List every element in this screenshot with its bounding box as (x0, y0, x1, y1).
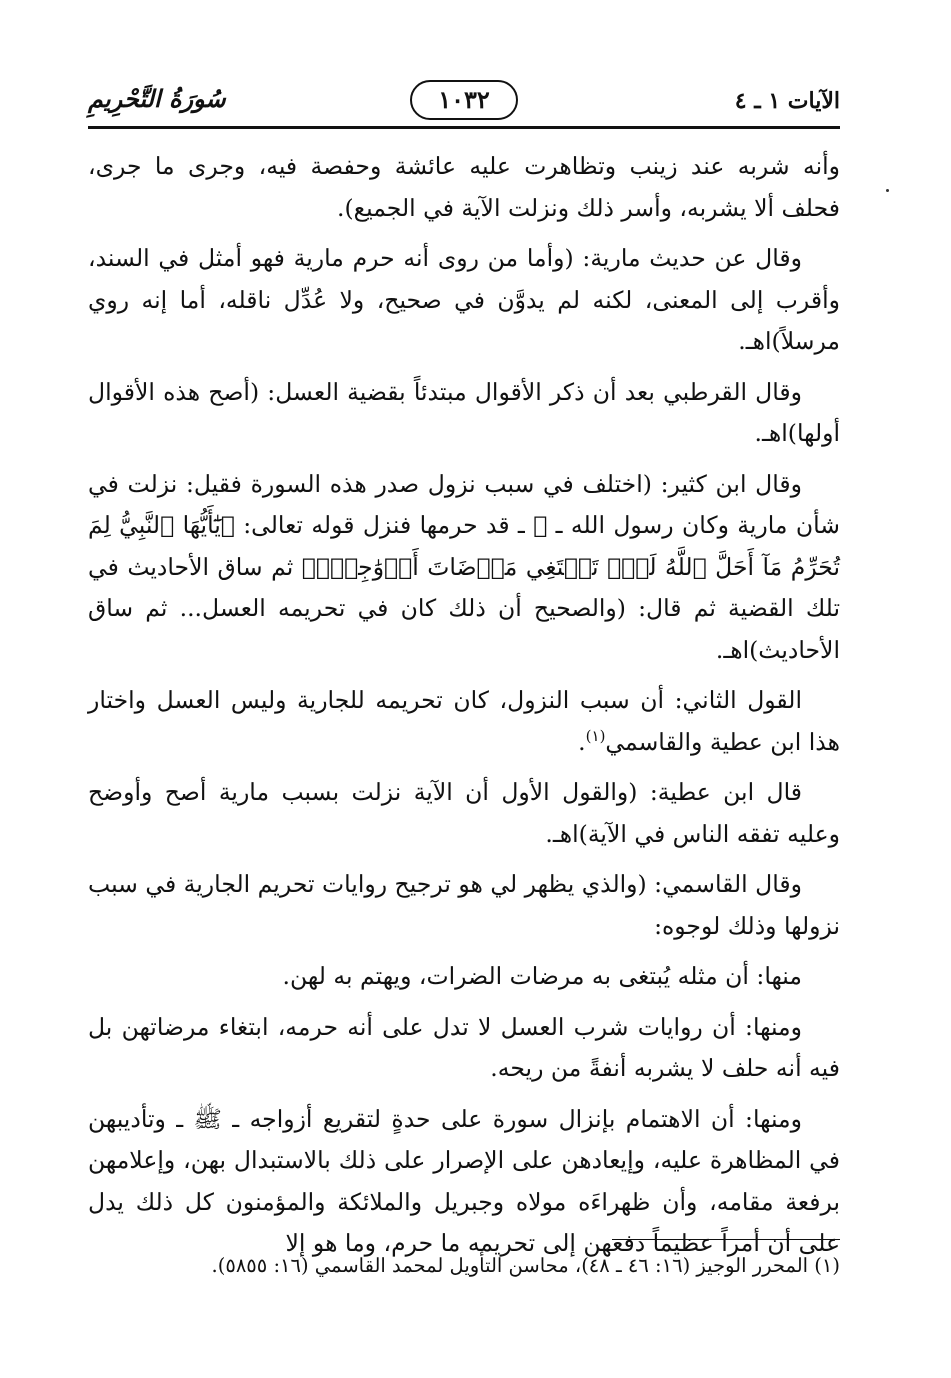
page-header (88, 80, 840, 128)
paragraph-4: وقال ابن كثير: (اختلف في سبب نزول صدر هذه السورة فقيل: نزلت في شأن مارية وكان رسول الله ـ ﷺ ـ قد حرمها فنزل قوله تعالى: ﴿يَٰٓأَيُّهَا ٱلنَّبِيُّ لِمَ تُحَرِّمُ مَآ أَحَلَّ ٱللَّهُ لَكَۖ تَبۡتَغِي مَرۡضَاتَ أَزۡوَٰجِكَۚ﴾ ثم ساق الأحاديث في تلك القضية ثم قال: (والصحيح أن ذلك كان في تحريمه العسل... ثم ساق الأحاديث)اهـ. (88, 469, 840, 664)
paragraph-2: وقال عن حديث مارية: (وأما من روى أنه حرم مارية فهو أمثل في السند، وأقرب إلى المعنى، لكنه لم يدوَّن في صحيح، ولا عُدِّل ناقله، أما إنه روي مرسلاً)اهـ. (88, 244, 840, 355)
paragraph-3: وقال القرطبي بعد أن ذكر الأقوال مبتدئاً بقضية العسل: (أصح هذه الأقوال أولها)اهـ. (88, 377, 840, 447)
surah-name: سُورَةُ التَّحْرِيمِ (88, 84, 226, 113)
paragraph-10: ومنها: أن الاهتمام بإنزال سورة على حدةٍ لتقريع أزواجه ـ ﷺ ـ وتأديبهن في المظاهرة عليه، وإيعادهن على الإصرار على ذلك بالاستبدال بهن، وإعلامهن برفعة مقامه، وأن ظهراءَه مولاه وجبريل والملائكة والمؤمنون كل ذلك يدل على أن أمراً عظيماً دفعهن إلى تحريمه ما حرم، وما هو إلا (88, 1104, 840, 1257)
paragraph-5 (88, 680, 840, 763)
verses-range: الآيات ١ ـ ٤ (734, 88, 840, 114)
paragraph-9: ومنها: أن روايات شرب العسل لا تدل على أنه حرمه، ابتغاء مرضاتهن بل فيه أنه حلف لا يشربه أنفةً من ريحه. (88, 1012, 840, 1082)
paragraph-5-end: . (578, 727, 586, 756)
footnote-divider (612, 1239, 840, 1240)
footnote-reference[interactable]: (١) (585, 726, 606, 745)
paragraph-8: منها: أن مثله يُبتغى به مرضات الضرات، ويهتم به لهن. (282, 962, 802, 990)
paragraph-6: قال ابن عطية: (والقول الأول أن الآية نزلت بسبب مارية أصح وأوضح وعليه تفقه الناس في الآية)اهـ. (88, 778, 840, 848)
header-divider (88, 126, 840, 129)
page-number: ١٠٣٢ (410, 80, 518, 120)
footnote: (١) المحرر الوجيز (١٦: ٤٦ ـ ٤٨)، محاسن التأويل لمحمد القاسمي (١٦: ٥٨٥٥). (211, 1254, 840, 1277)
paragraph-1: وأنه شربه عند زينب وتظاهرت عليه عائشة وحفصة فيه، وجرى ما جرى، فحلف ألا يشربه، وأسر ذلك ونزلت الآية في الجميع). (88, 152, 840, 222)
stray-dot (886, 189, 889, 192)
paragraph-7: وقال القاسمي: (والذي يظهر لي هو ترجيح روايات تحريم الجارية في سبب نزولها وذلك لوجوه: (88, 870, 840, 940)
main-text (88, 146, 840, 1274)
paragraph-5-text: القول الثاني: أن سبب النزول، كان تحريمه للجارية وليس العسل واختار هذا ابن عطية والقاسمي (88, 686, 840, 756)
